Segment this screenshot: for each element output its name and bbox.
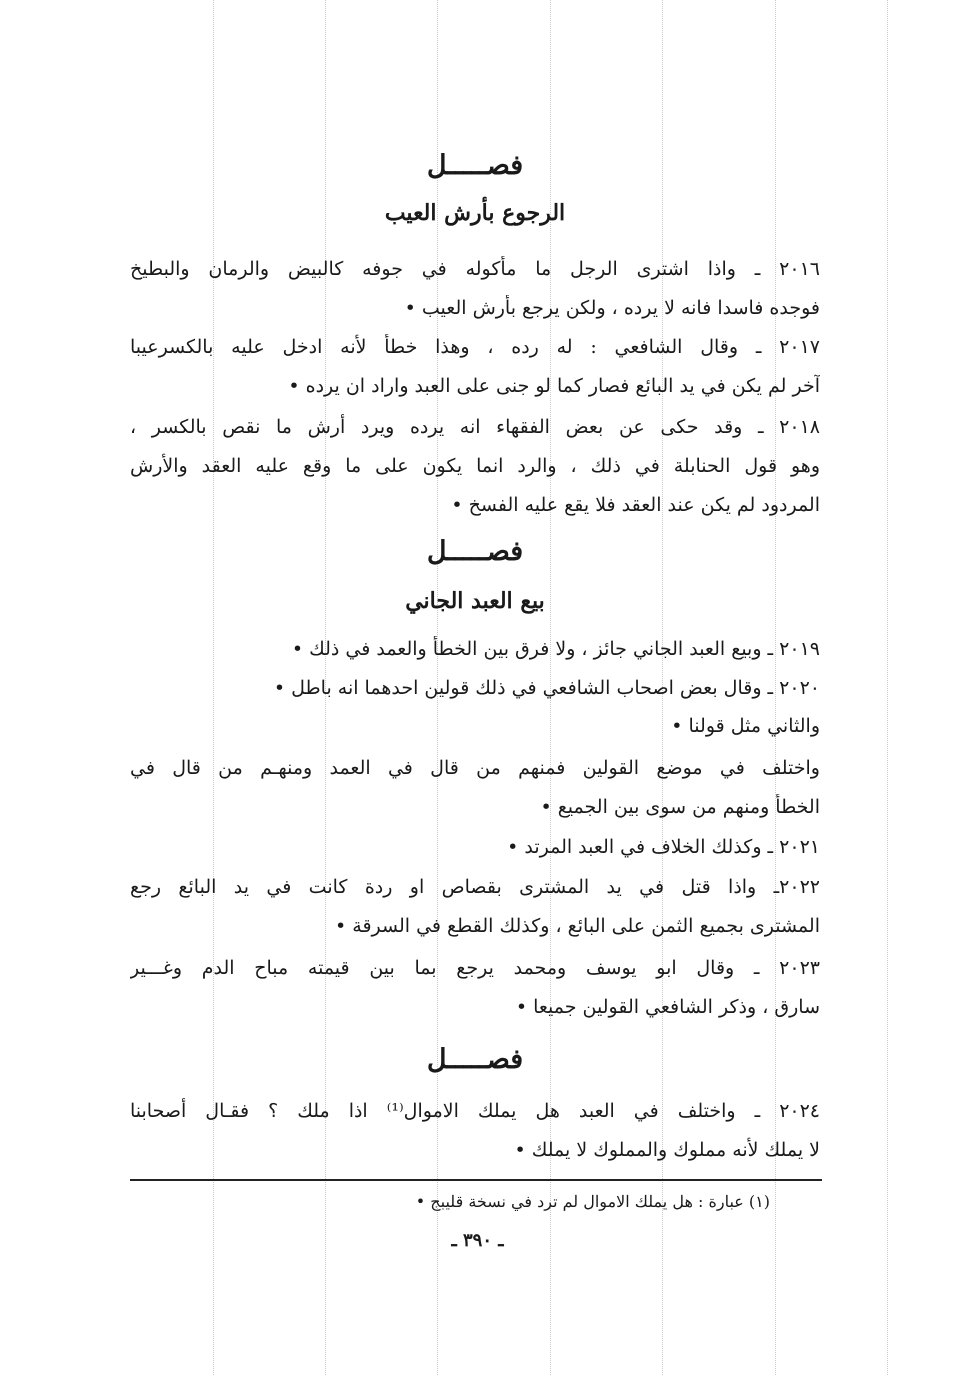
paragraph-line: فوجده فاسدا فانه لا يرده ، ولكن يرجع بأرش العيب • xyxy=(404,297,820,319)
section-title: فصـــــل xyxy=(426,150,524,181)
paragraph-line: ٢٠١٦ ـ واذا اشترى الرجل ما مأكوله في جوفه كالبيض والرمان والبطيخ xyxy=(130,258,820,280)
paragraph-line: واختلف في موضع القولين فمنهم من قال في العمد ومنهـم من قال في xyxy=(130,757,820,779)
paragraph-line: وهو قول الحنابلة في ذلك ، والرد انما يكون على ما وقع عليه العقد والأرش xyxy=(130,455,820,477)
paragraph-line: ٢٠١٩ ـ وبيع العبد الجاني جائز ، ولا فرق بين الخطأ والعمد في ذلك • xyxy=(291,638,820,660)
paragraph-line: المشترى بجميع الثمن على البائع ، وكذلك القطع في السرقة • xyxy=(335,915,820,937)
paragraph-line: ٢٠٢٠ ـ وقال بعض اصحاب الشافعي في ذلك قولين احدهما انه باطل • xyxy=(273,677,820,699)
paragraph-line: ٢٠٢٤ ـ واختلف في العبد هل يملك الاموال⁽¹⁾ اذا ملك ؟ فقـال أصحابنا xyxy=(130,1100,820,1122)
paragraph-line: سارق ، وذكر الشافعي القولين جميعا • xyxy=(515,996,820,1018)
paragraph-line: لا يملك لأنه مملوك والمملوك لا يملك • xyxy=(514,1139,820,1161)
paragraph-line: ٢٠١٨ ـ وقد حكى عن بعض الفقهاء انه يرده ويرد أرش ما نقص بالكسر ، xyxy=(130,416,820,438)
footnote-divider xyxy=(130,1179,822,1181)
page-number: ـ ٣٩٠ ـ xyxy=(451,1230,504,1251)
footnote: (١) عبارة : هل يملك الاموال لم ترد في نسخة قليبج • xyxy=(415,1192,770,1211)
paragraph-line: آخر لم يكن في يد البائع فصار كما لو جنى على العبد واراد ان يرده • xyxy=(288,375,820,397)
paragraph-line: المردود لم يكن عند العقد فلا يقع عليه الفسخ • xyxy=(451,494,820,516)
paragraph-line: ٢٠٢١ ـ وكذلك الخلاف في العبد المرتد • xyxy=(507,836,820,858)
section-title: فصـــــل xyxy=(426,1044,524,1075)
section-title: فصـــــل xyxy=(426,536,524,567)
section-subtitle: الرجوع بأرش العيب xyxy=(384,200,566,226)
scan-guide-line xyxy=(887,0,888,1375)
paragraph-line: ٢٠٢٢ـ واذا قتل في يد المشترى بقصاص او ردة كانت في يد البائع رجع xyxy=(130,876,820,898)
section-subtitle: بيع العبد الجاني xyxy=(405,588,545,614)
paragraph-line: ٢٠٢٣ ـ وقال ابو يوسف ومحمد يرجع بما بين قيمته مباح الدم وغـــير xyxy=(130,957,820,979)
paragraph-line: الخطأ ومنهم من سوى بين الجميع • xyxy=(540,796,820,818)
paragraph-line: ٢٠١٧ ـ وقال الشافعي : له رده ، وهذا خطأ لأنه ادخل عليه بالكسرعيبا xyxy=(130,336,820,358)
paragraph-line: والثاني مثل قولنا • xyxy=(671,715,820,737)
